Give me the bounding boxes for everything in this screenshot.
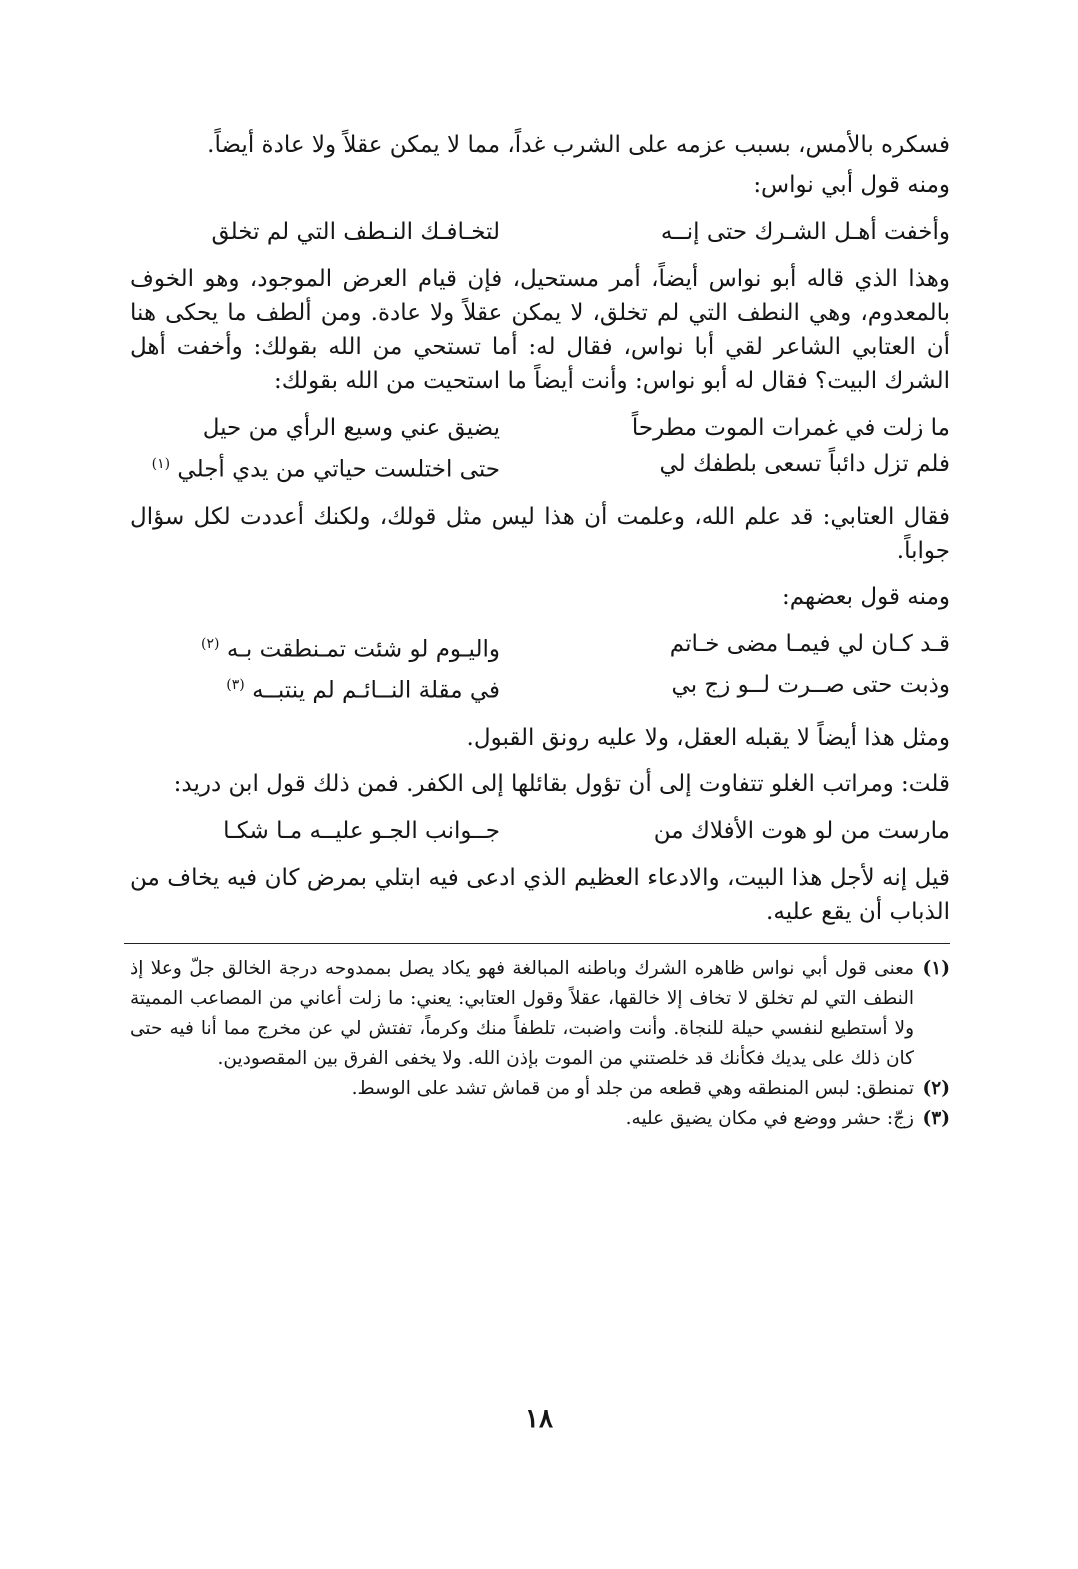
paragraph-4: فقال العتابي: قد علم الله، وعلمت أن هذا ليس مثل قولك، ولكنك أعددت لكل سؤال جواباً. [130,503,950,564]
paragraph-6: ومثل هذا أيضاً لا يقبله العقل، ولا عليه رونق القبول. [466,724,950,751]
paragraph-1: فسكره بالأمس، بسبب عزمه على الشرب غداً، مما لا يمكن عقلاً ولا عادة أيضاً. [207,132,950,158]
verse-1-first-hemistich: وأخفت أهـل الشـرك حتى إنــه [660,219,950,245]
verse-3 [130,446,950,488]
verse-1 [130,214,950,250]
footnote-ref-1: (١) [151,456,171,472]
verse-4-second-text: واليـوم لو شئت تمـنطقت بـه [226,636,500,663]
verse-4-first-hemistich: قـد كـان لي فيمـا مضى خـاتم [669,630,950,657]
footnote-2 [130,1074,950,1104]
verse-3-second-text: حتى اختلست حياتي من يدي أجلي [177,456,500,483]
footnote-ref-2: (٢) [201,635,220,652]
paragraph-5: ومنه قول بعضهم: [781,583,950,610]
verse-2 [130,410,950,446]
verse-2-second-hemistich: يضيق عني وسيع الرأي من حيل [202,415,500,441]
verse-3-first-hemistich: فلم تزل دائباً تسعى بلطفك لي [659,451,950,477]
verse-5-second-hemistich [130,667,500,709]
verse-5 [130,667,950,709]
verse-6-second-hemistich: جــوانب الجـو عليــه مـا شكـا [223,817,500,844]
footnotes [130,954,950,1134]
footnote-2-mark: (٢) [922,1077,950,1099]
verse-5-first-hemistich: وذبت حتى صــرت لــو زج بي [671,672,950,699]
footnote-3-text: زجّ: حشر ووضع في مكان يضيق عليه. [625,1107,914,1129]
verse-5-second-text: في مقلة النــائـم لم ينتبــه [252,677,500,704]
footnote-1 [130,954,950,1074]
footnote-3 [130,1104,950,1134]
verse-4-second-hemistich [130,626,500,668]
page-number: ١٨ [525,1404,553,1434]
verse-2-first-hemistich: ما زلت في غمرات الموت مطرحاً [631,415,950,441]
footnote-separator [124,943,950,944]
verse-6 [130,813,950,849]
paragraph-3: وهذا الذي قاله أبو نواس أيضاً، أمر مستحيل، فإن قيام العرض الموجود، وهو الخوف بالمعدوم، وهي النطف التي لم تخلق، لا يمكن عقلاً ولا عادة. ومن ألطف ما يحكى هنا أن العتابي الشاعر لقي أبا نواس، فقال له: أما تستحي من الله بقولك: وأخفت أهل الشرك البيت؟ فقال له أبو نواس: وأنت أيضاً ما استحيت من الله بقولك: [130,266,950,394]
verse-6-first-hemistich: مارست من لو هوت الأفلاك من [653,817,950,844]
verse-3-second-hemistich [130,446,500,488]
paragraph-2: ومنه قول أبي نواس: [753,172,950,198]
page-content [130,128,950,1134]
footnote-2-text: تمنطق: لبس المنطقه وهي قطعه من جلد أو من قماش تشد على الوسط. [351,1077,914,1099]
footnote-1-text: معنى قول أبي نواس ظاهره الشرك وباطنه المبالغة فهو يكاد يصل بممدوحه درجة الخالق جلّ وعلا إذ النطف التي لم تخلق لا تخاف إلا خالقها، عقلاً وقول العتابي: يعني: ما زلت أعاني من المصاعب المميتة ولا أستطيع لنفسي حيلة للنجاة. وأنت واضبت، تلطفاً منك وكرماً، تفتش لي عن مخرج مما أنا فيه حتى كان ذلك على يديك فكأنك قد خلصتني من الموت بإذن الله. ولا يخفى الفرق بين المقصودين. [130,957,914,1069]
paragraph-8: قيل إنه لأجل هذا البيت، والادعاء العظيم الذي ادعى فيه ابتلي بمرض كان فيه يخاف من الذباب أن يقع عليه. [130,864,950,925]
footnote-3-mark: (٣) [922,1107,950,1129]
footnote-1-mark: (١) [922,957,950,979]
footnote-ref-3: (٣) [226,677,245,694]
verse-1-second-hemistich: لتخـافـك النـطف التي لم تخلق [211,219,500,245]
verse-4 [130,626,950,668]
paragraph-7: قلت: ومراتب الغلو تتفاوت إلى أن تؤول بقائلها إلى الكفر. فمن ذلك قول ابن دريد: [173,770,950,797]
